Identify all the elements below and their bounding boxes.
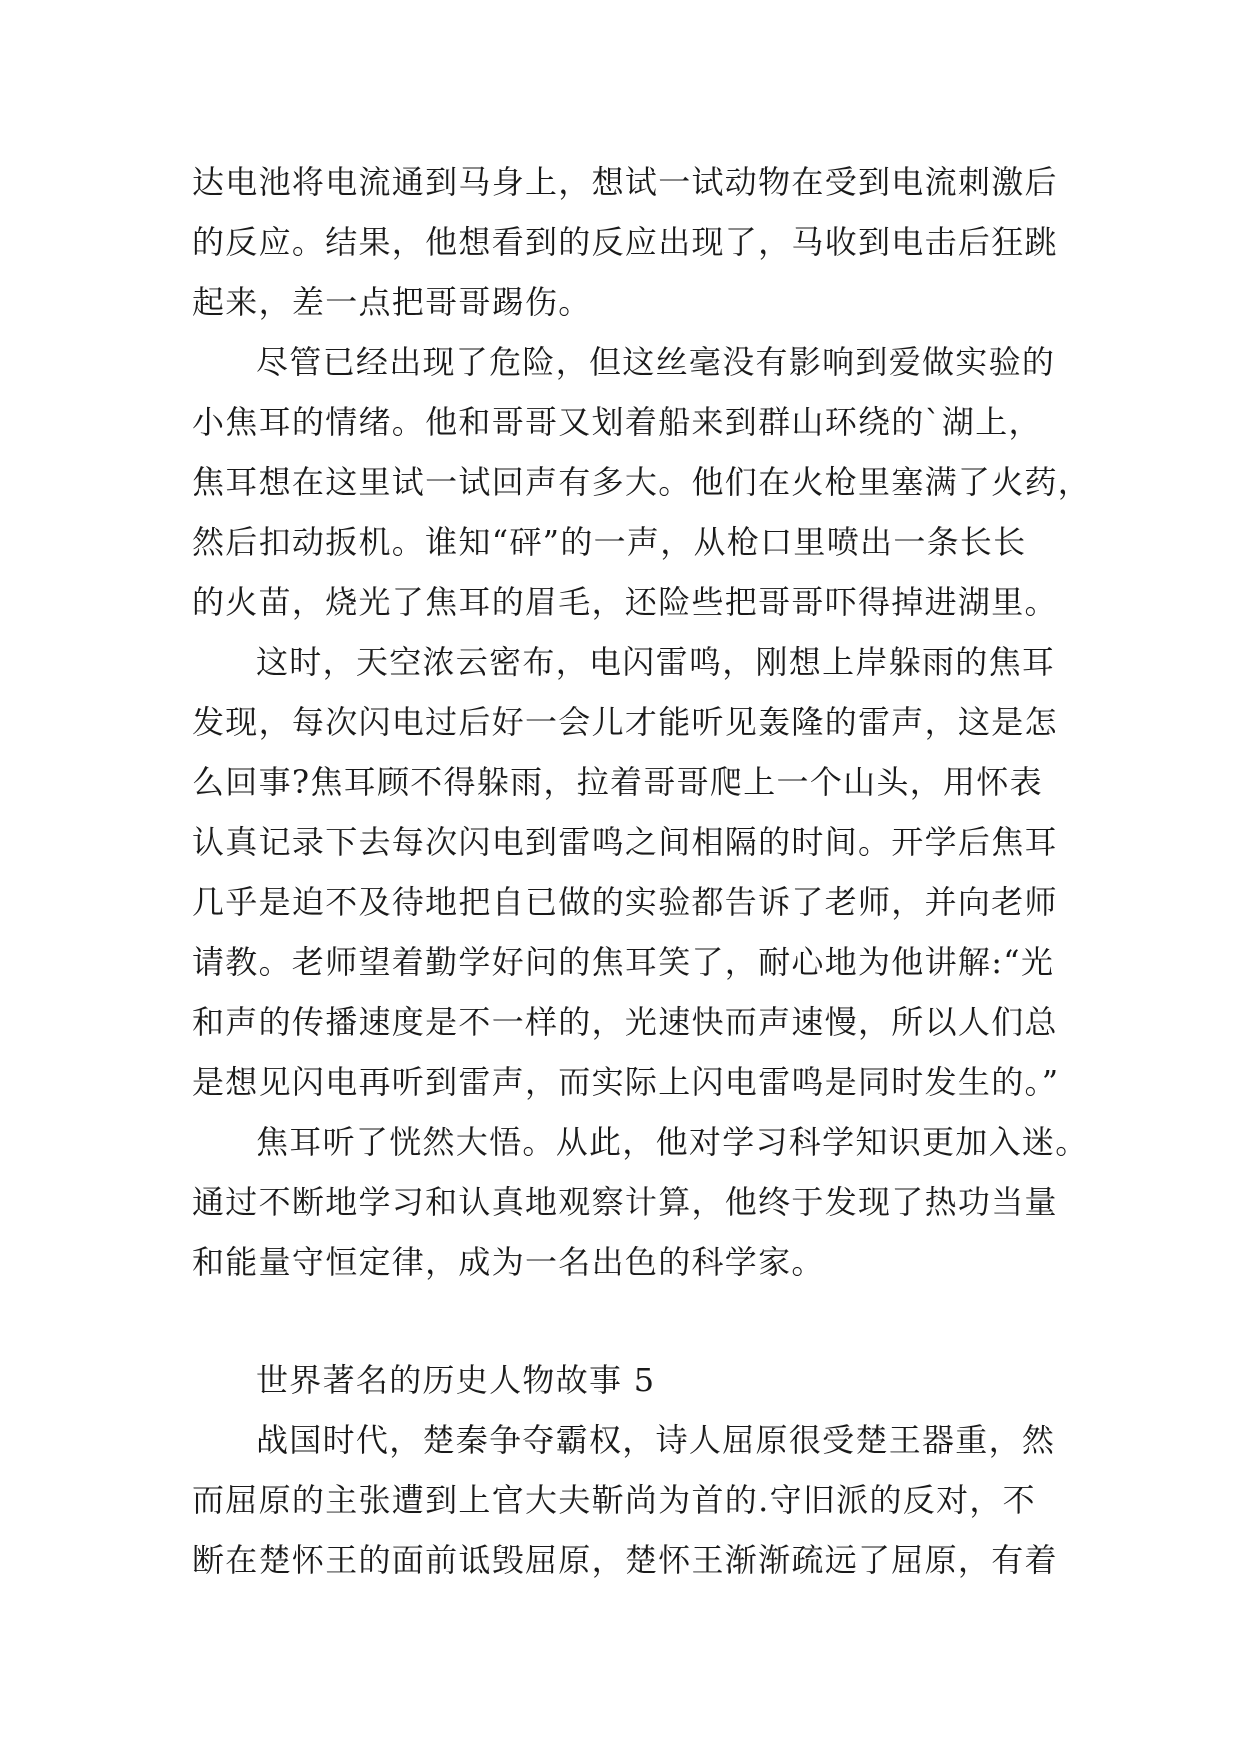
text-line: 请教。老师望着勤学好问的焦耳笑了，耐心地为他讲解:“光 <box>192 943 1055 981</box>
text-line: 几乎是迫不及待地把自已做的实验都告诉了老师，并向老师 <box>192 883 1058 921</box>
text-line: 和声的传播速度是不一样的，光速快而声速慢，所以人们总 <box>192 1003 1058 1041</box>
paragraph-start-line: 焦耳听了恍然大悟。从此，他对学习科学知识更加入迷。 <box>256 1123 1089 1161</box>
text-line: 起来，差一点把哥哥踢伤。 <box>192 283 592 321</box>
text-line: 小焦耳的情绪。他和哥哥又划着船来到群山环绕的`湖上， <box>192 403 1042 441</box>
paragraph-start-line: 战国时代，楚秦争夺霸权，诗人屈原很受楚王器重，然 <box>256 1421 1056 1459</box>
text-line: 达电池将电流通到马身上，想试一试动物在受到电流刺激后 <box>192 163 1058 201</box>
text-line: 断在楚怀王的面前诋毁屈原，楚怀王渐渐疏远了屈原，有着 <box>192 1541 1058 1579</box>
text-line: 发现，每次闪电过后好一会儿才能听见轰隆的雷声，这是怎 <box>192 703 1058 741</box>
text-line: 而屈原的主张遭到上官大夫靳尚为首的.守旧派的反对，不 <box>192 1481 1036 1519</box>
text-line: 么回事?焦耳顾不得躲雨，拉着哥哥爬上一个山头，用怀表 <box>192 763 1043 801</box>
text-line: 焦耳想在这里试一试回声有多大。他们在火枪里塞满了火药， <box>192 463 1092 501</box>
paragraph-start-line: 尽管已经出现了危险，但这丝毫没有影响到爱做实验的 <box>256 343 1056 381</box>
text-line: 和能量守恒定律，成为一名出色的科学家。 <box>192 1243 825 1281</box>
section-heading: 世界著名的历史人物故事 5 <box>256 1361 656 1399</box>
text-line: 然后扣动扳机。谁知“砰”的一声，从枪口里喷出一条长长 <box>192 523 1027 561</box>
paragraph-start-line: 这时，天空浓云密布，电闪雷鸣，刚想上岸躲雨的焦耳 <box>256 643 1056 681</box>
text-line: 的火苗，烧光了焦耳的眉毛，还险些把哥哥吓得掉进湖里。 <box>192 583 1058 621</box>
text-line: 通过不断地学习和认真地观察计算，他终于发现了热功当量 <box>192 1183 1058 1221</box>
text-line: 认真记录下去每次闪电到雷鸣之间相隔的时间。开学后焦耳 <box>192 823 1058 861</box>
text-line: 的反应。结果，他想看到的反应出现了，马收到电击后狂跳 <box>192 223 1058 261</box>
text-line: 是想见闪电再听到雷声，而实际上闪电雷鸣是同时发生的。” <box>192 1063 1060 1101</box>
